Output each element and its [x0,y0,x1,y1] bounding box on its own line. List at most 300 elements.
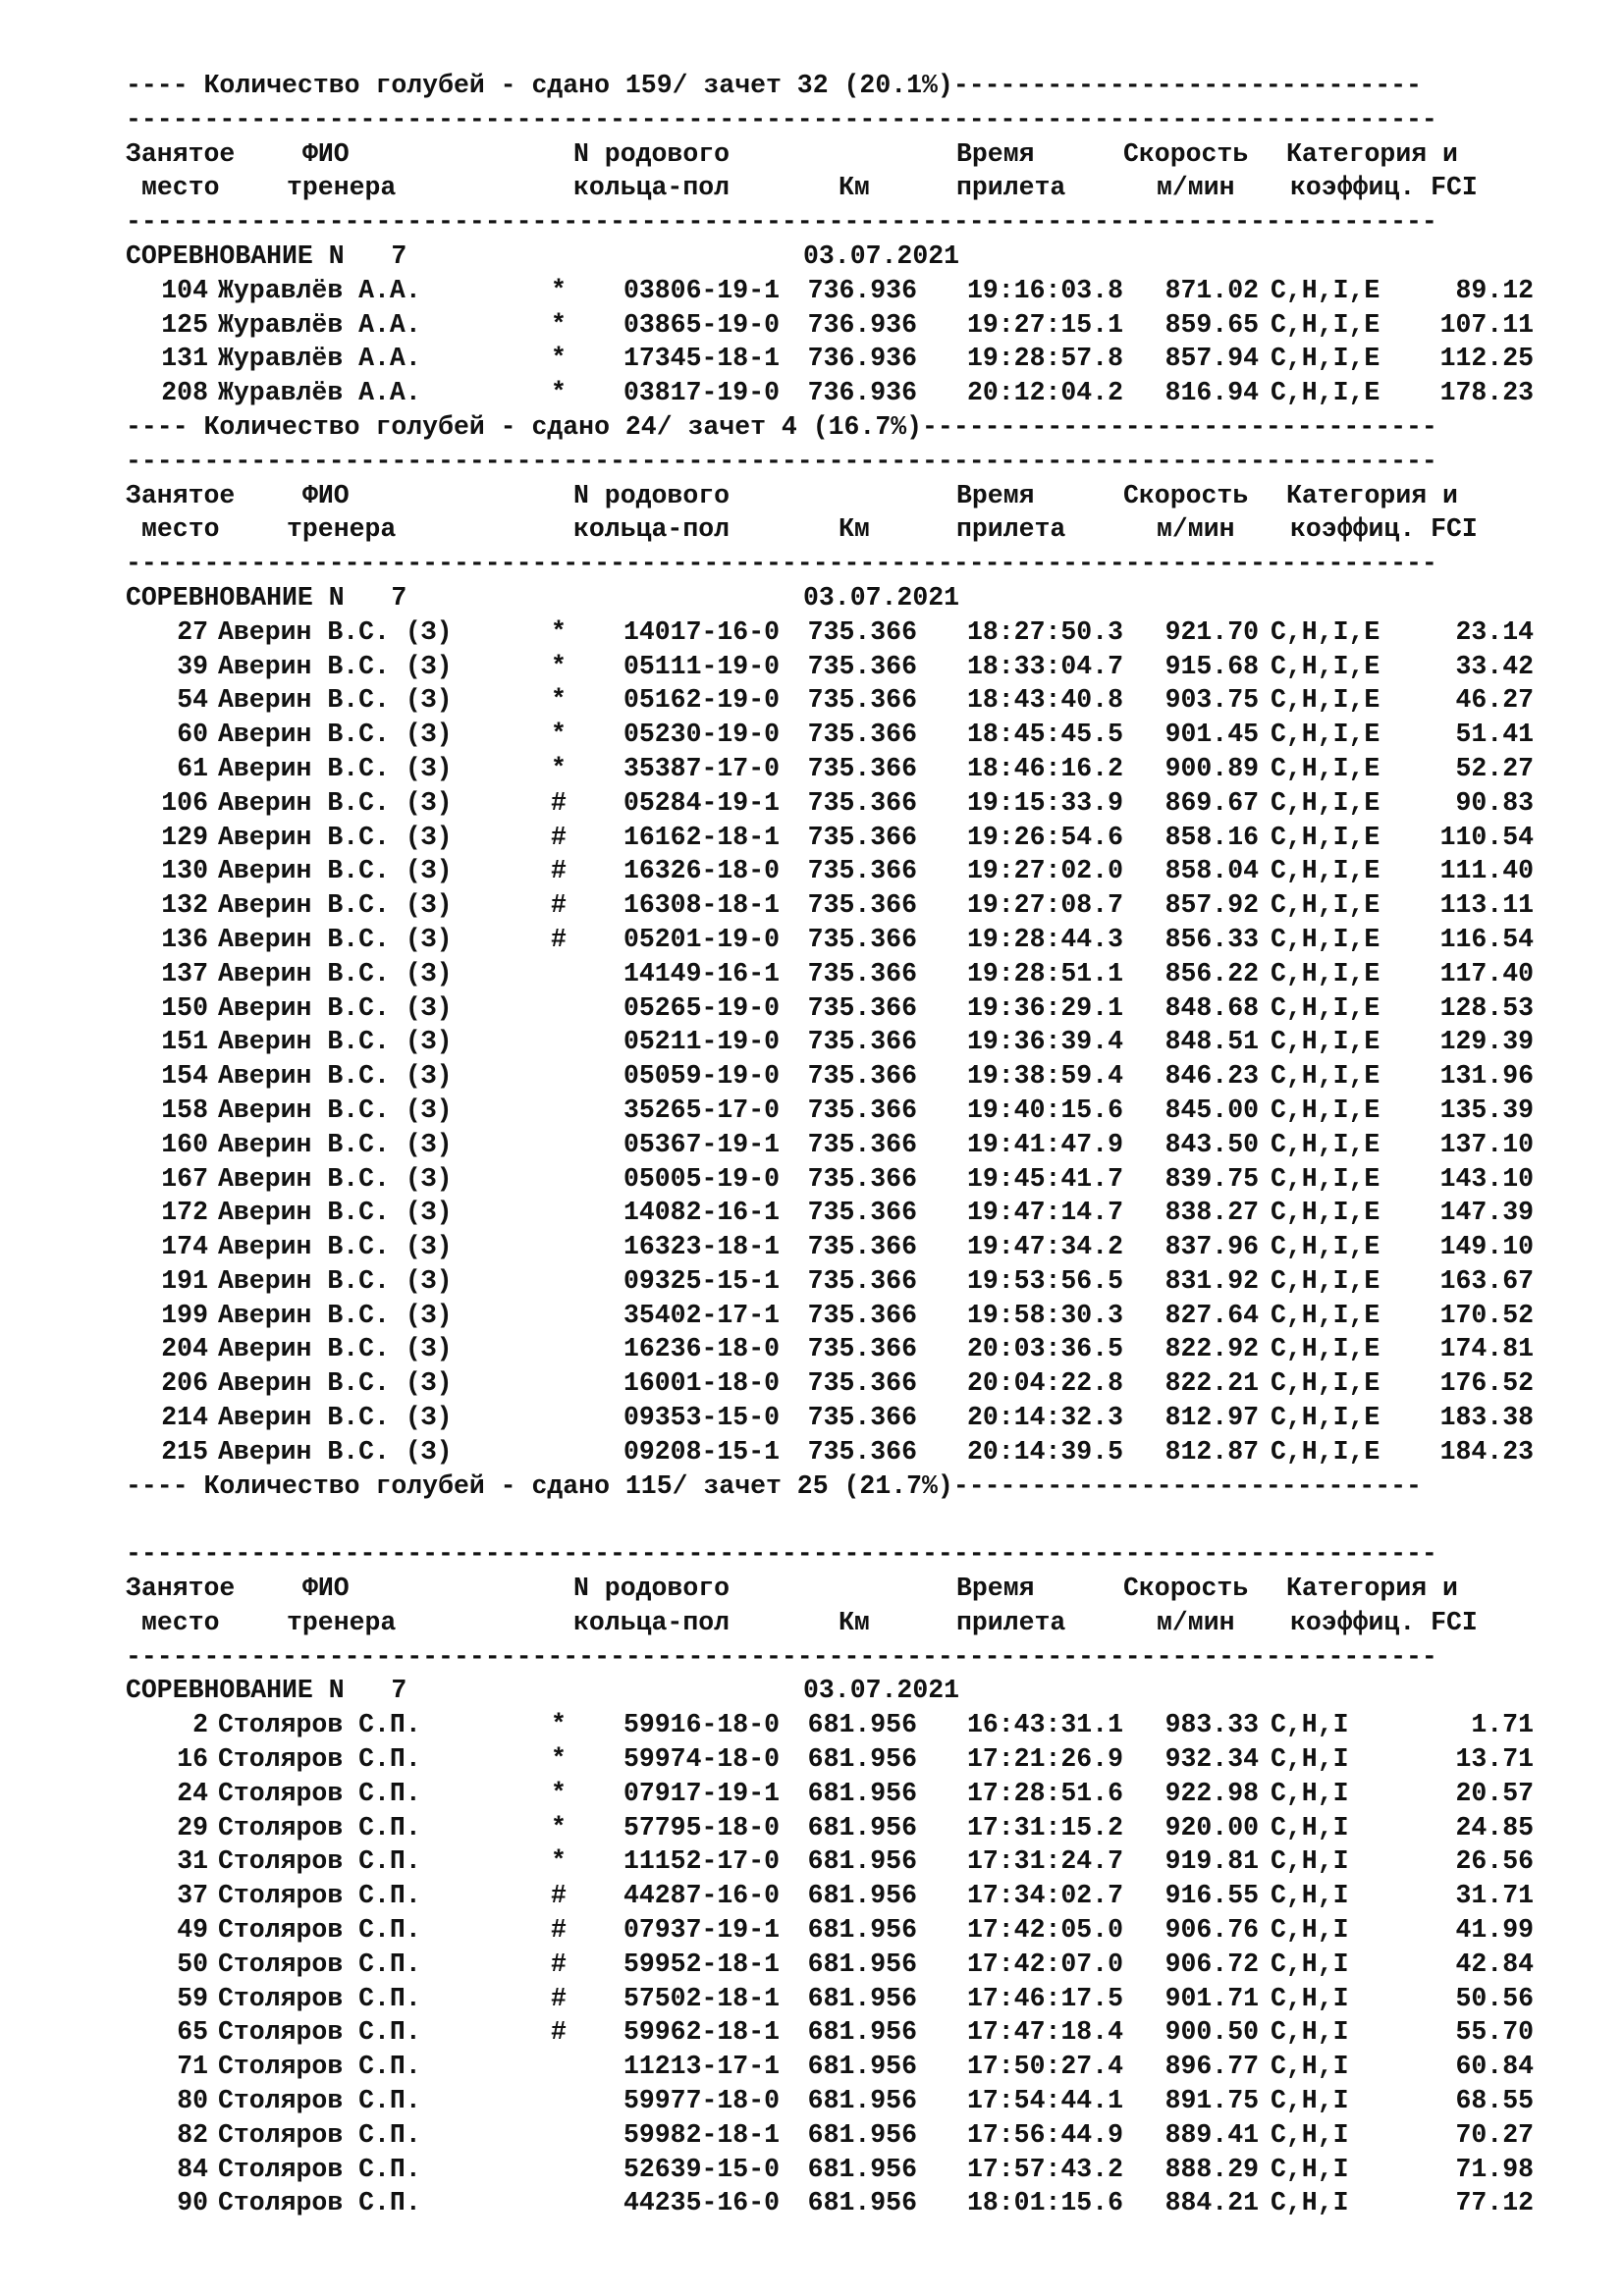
trainer-name: Столяров С.П. [218,2188,421,2218]
distance-km: 735.366 [807,651,917,681]
distance-km: 735.366 [807,1232,917,1262]
trainer-name: Аверин В.С. (З) [218,1027,453,1057]
column-header-line-2 [126,171,1579,205]
distance-km: 736.936 [807,344,917,374]
speed: 838.27 [1164,1198,1259,1228]
distance-km: 735.366 [807,890,917,921]
category: C,H,I,E [1271,992,1380,1023]
speed: 932.34 [1164,1744,1259,1775]
header-c: N родового [573,480,731,510]
category: C,H,I,E [1271,890,1380,921]
place: 65 [177,2017,208,2048]
fci-coefficient: 107.11 [1439,309,1534,340]
ring-number: 35265-17-0 [623,1095,780,1125]
ring-mark: * [551,651,567,681]
distance-km: 736.936 [807,309,917,340]
category: C,H,I,E [1271,856,1380,886]
category: C,H,I [1271,1949,1349,1979]
place: 82 [177,2119,208,2150]
category: C,H,I,E [1271,616,1380,647]
result-row [126,1025,1579,1059]
ring-number: 07917-19-1 [623,1778,780,1808]
arrival-time: 17:42:07.0 [966,1949,1123,1979]
arrival-time: 17:21:26.9 [966,1744,1123,1775]
arrival-time: 19:38:59.4 [966,1061,1123,1092]
speed: 831.92 [1164,1265,1259,1296]
distance-km: 681.956 [807,1881,917,1911]
trainer-name: Аверин В.С. (З) [218,1334,453,1364]
speed: 889.41 [1164,2119,1259,2150]
speed: 859.65 [1164,309,1259,340]
ring-number: 14082-16-1 [623,1198,780,1228]
ring-mark: * [551,685,567,716]
arrival-time: 17:31:15.2 [966,1812,1123,1842]
place: 61 [177,753,208,783]
distance-km: 735.366 [807,856,917,886]
ring-mark: * [551,1812,567,1842]
trainer-name: Аверин В.С. (З) [218,1129,453,1159]
ring-mark: # [551,1881,567,1911]
place: 90 [177,2188,208,2218]
fci-coefficient: 116.54 [1439,924,1534,954]
result-row [126,2084,1579,2118]
place: 39 [177,651,208,681]
arrival-time: 19:16:03.8 [966,275,1123,305]
distance-km: 735.366 [807,924,917,954]
result-row [126,1435,1579,1469]
result-row [126,1742,1579,1777]
ring-number: 05230-19-0 [623,720,780,750]
place: 214 [161,1403,208,1433]
ring-mark [544,1264,573,1299]
ring-mark [544,2186,573,2220]
ring-mark: # [551,2017,567,2048]
fci-coefficient: 50.56 [1455,1983,1534,2013]
header-b: ФИО [302,138,350,169]
arrival-time: 19:45:41.7 [966,1163,1123,1194]
distance-km: 681.956 [807,1846,917,1877]
result-row [126,821,1579,855]
fci-coefficient: 113.11 [1439,890,1534,921]
fci-coefficient: 89.12 [1455,275,1534,305]
arrival-time: 17:31:24.7 [966,1846,1123,1877]
trainer-name: Столяров С.П. [218,1881,421,1911]
fci-coefficient: 163.67 [1439,1265,1534,1296]
distance-km: 735.366 [807,992,917,1023]
place: 132 [161,890,208,921]
result-row [126,1844,1579,1879]
header-f-2: м/мин [1157,173,1235,203]
fci-coefficient: 149.10 [1439,1232,1534,1262]
ring-number: 16162-18-1 [623,822,780,852]
ring-number: 59962-18-1 [623,2017,780,2048]
place: 84 [177,2154,208,2184]
trainer-name: Аверин В.С. (З) [218,1163,453,1194]
category: C,H,I,E [1271,822,1380,852]
result-row [126,308,1579,343]
header-g-2: коэффиц. FCI [1290,514,1478,545]
place: 136 [161,924,208,954]
trainer-name: Столяров С.П. [218,2086,421,2116]
speed: 906.76 [1164,1915,1259,1946]
fci-coefficient: 51.41 [1455,720,1534,750]
fci-coefficient: 68.55 [1455,2086,1534,2116]
category: C,H,I,E [1271,1095,1380,1125]
place: 50 [177,1949,208,1979]
ring-mark: # [551,890,567,921]
competition-title: СОРЕВНОВАНИЕ N 7 [126,582,407,613]
ring-mark: * [551,616,567,647]
speed: 837.96 [1164,1232,1259,1262]
ring-number: 35402-17-1 [623,1300,780,1330]
ring-number: 59952-18-1 [623,1949,780,1979]
result-row [126,1401,1579,1435]
arrival-time: 19:27:08.7 [966,890,1123,921]
speed: 922.98 [1164,1778,1259,1808]
result-row [126,1059,1579,1094]
trainer-name: Столяров С.П. [218,1949,421,1979]
ring-mark [544,991,573,1026]
distance-km: 735.366 [807,822,917,852]
speed: 846.23 [1164,1061,1259,1092]
place: 158 [161,1095,208,1125]
arrival-time: 17:28:51.6 [966,1778,1123,1808]
distance-km: 735.366 [807,616,917,647]
category: C,H,I,E [1271,1061,1380,1092]
trainer-name: Аверин В.С. (З) [218,1300,453,1330]
speed: 915.68 [1164,651,1259,681]
arrival-time: 19:53:56.5 [966,1265,1123,1296]
competition-line [126,1674,1579,1708]
arrival-time: 17:56:44.9 [966,2119,1123,2150]
category: C,H,I,E [1271,1129,1380,1159]
ring-mark: * [551,720,567,750]
speed: 983.33 [1164,1710,1259,1740]
trainer-name: Столяров С.П. [218,2052,421,2082]
speed: 919.81 [1164,1846,1259,1877]
fci-coefficient: 90.83 [1455,787,1534,818]
fci-coefficient: 41.99 [1455,1915,1534,1946]
distance-km: 681.956 [807,2086,917,2116]
place: 172 [161,1198,208,1228]
distance-km: 735.366 [807,1334,917,1364]
fci-coefficient: 178.23 [1439,378,1534,408]
arrival-time: 19:28:57.8 [966,344,1123,374]
ring-mark [544,2118,573,2153]
ring-mark: * [551,1744,567,1775]
ring-number: 59916-18-0 [623,1710,780,1740]
trainer-name: Журавлёв А.А. [218,275,421,305]
place: 167 [161,1163,208,1194]
header-a: Занятое [126,1574,236,1604]
header-e-2: прилета [956,514,1066,545]
header-c: N родового [573,1574,731,1604]
fci-coefficient: 20.57 [1455,1778,1534,1808]
category: C,H,I [1271,1846,1349,1877]
distance-km: 681.956 [807,1812,917,1842]
speed: 856.33 [1164,924,1259,954]
result-row [126,752,1579,786]
result-row [126,1094,1579,1128]
trainer-name: Столяров С.П. [218,1744,421,1775]
category: C,H,I,E [1271,651,1380,681]
ring-number: 05059-19-0 [623,1061,780,1092]
trainer-name: Столяров С.П. [218,1710,421,1740]
distance-km: 681.956 [807,1915,917,1946]
ring-number: 14149-16-1 [623,958,780,988]
distance-km: 735.366 [807,1198,917,1228]
ring-mark: # [551,822,567,852]
arrival-time: 17:34:02.7 [966,1881,1123,1911]
ring-number: 44235-16-0 [623,2188,780,2218]
ring-number: 09353-15-0 [623,1403,780,1433]
fci-coefficient: 183.38 [1439,1403,1534,1433]
fci-coefficient: 112.25 [1439,344,1534,374]
ring-number: 52639-15-0 [623,2154,780,2184]
fci-coefficient: 1.71 [1471,1710,1534,1740]
arrival-time: 19:36:39.4 [966,1027,1123,1057]
dashed-rule: ------------------------------------------------------------------------------------ [126,1539,1437,1570]
distance-km: 735.366 [807,1061,917,1092]
pigeon-count-summary: ---- Количество голубей - сдано 159/ зачет 32 (20.1%)------------------------------ [126,71,1422,100]
result-row [126,1708,1579,1742]
arrival-time: 19:26:54.6 [966,822,1123,852]
header-e-2: прилета [956,173,1066,203]
place: 206 [161,1368,208,1399]
header-a: Занятое [126,480,236,510]
trainer-name: Аверин В.С. (З) [218,1061,453,1092]
header-e: Скорость [1123,1574,1249,1604]
result-row [126,991,1579,1026]
speed: 839.75 [1164,1163,1259,1194]
category: C,H,I,E [1271,1436,1380,1467]
speed: 845.00 [1164,1095,1259,1125]
trainer-name: Аверин В.С. (З) [218,924,453,954]
header-c: N родового [573,138,731,169]
ring-mark [544,1128,573,1162]
ring-mark [544,2084,573,2118]
speed: 858.04 [1164,856,1259,886]
result-row [126,1948,1579,1982]
category: C,H,I [1271,1710,1349,1740]
place: 27 [177,616,208,647]
dashed-rule: ------------------------------------------------------------------------------------ [126,207,1437,238]
ring-number: 07937-19-1 [623,1915,780,1946]
ring-number: 57795-18-0 [623,1812,780,1842]
ring-mark: * [551,344,567,374]
result-row [126,342,1579,376]
result-row [126,1299,1579,1333]
place: 59 [177,1983,208,2013]
header-b: ФИО [302,1574,350,1604]
speed: 901.45 [1164,720,1259,750]
ring-number: 16001-18-0 [623,1368,780,1399]
trainer-name: Столяров С.П. [218,1983,421,2013]
speed: 858.16 [1164,822,1259,852]
place: 29 [177,1812,208,1842]
header-c-2: кольца-пол [573,1607,731,1637]
trainer-name: Аверин В.С. (З) [218,822,453,852]
fci-coefficient: 128.53 [1439,992,1534,1023]
fci-coefficient: 23.14 [1455,616,1534,647]
trainer-name: Аверин В.С. (З) [218,720,453,750]
ring-number: 44287-16-0 [623,1881,780,1911]
ring-mark [544,1196,573,1230]
result-row [126,1196,1579,1230]
header-b: ФИО [302,480,350,510]
fci-coefficient: 13.71 [1455,1744,1534,1775]
category: C,H,I,E [1271,1163,1380,1194]
speed: 906.72 [1164,1949,1259,1979]
distance-km: 735.366 [807,1163,917,1194]
place: 80 [177,2086,208,2116]
ring-mark: * [551,1846,567,1877]
place: 24 [177,1778,208,1808]
distance-km: 735.366 [807,1436,917,1467]
fci-coefficient: 31.71 [1455,1881,1534,1911]
speed: 884.21 [1164,2188,1259,2218]
speed: 843.50 [1164,1129,1259,1159]
fci-coefficient: 33.42 [1455,651,1534,681]
results-sheet [126,69,1579,2220]
ring-number: 14017-16-0 [623,616,780,647]
category: C,H,I [1271,1983,1349,2013]
ring-mark [544,1366,573,1401]
fci-coefficient: 71.98 [1455,2154,1534,2184]
speed: 888.29 [1164,2154,1259,2184]
arrival-time: 18:33:04.7 [966,651,1123,681]
header-a-2: место [141,1607,220,1637]
trainer-name: Аверин В.С. (З) [218,1232,453,1262]
distance-km: 681.956 [807,1983,917,2013]
arrival-time: 19:27:15.1 [966,309,1123,340]
result-row [126,923,1579,957]
ring-number: 59974-18-0 [623,1744,780,1775]
ring-number: 57502-18-1 [623,1983,780,2013]
ring-number: 05367-19-1 [623,1129,780,1159]
distance-km: 735.366 [807,753,917,783]
ring-number: 59982-18-1 [623,2119,780,2150]
result-row [126,1366,1579,1401]
category: C,H,I [1271,1812,1349,1842]
place: 154 [161,1061,208,1092]
distance-km: 681.956 [807,2017,917,2048]
ring-number: 16323-18-1 [623,1232,780,1262]
fci-coefficient: 60.84 [1455,2052,1534,2082]
result-row [126,2050,1579,2084]
ring-mark [544,1435,573,1469]
category: C,H,I [1271,2119,1349,2150]
header-d-2: Км [839,514,870,545]
arrival-time: 19:28:51.1 [966,958,1123,988]
result-row [126,2153,1579,2187]
header-d: Время [956,138,1035,169]
ring-number: 05284-19-1 [623,787,780,818]
arrival-time: 20:12:04.2 [966,378,1123,408]
fci-coefficient: 184.23 [1439,1436,1534,1467]
speed: 822.92 [1164,1334,1259,1364]
trainer-name: Аверин В.С. (З) [218,890,453,921]
ring-number: 03865-19-0 [623,309,780,340]
arrival-time: 17:54:44.1 [966,2086,1123,2116]
place: 129 [161,822,208,852]
distance-km: 735.366 [807,1095,917,1125]
arrival-time: 18:45:45.5 [966,720,1123,750]
result-row [126,854,1579,888]
header-f: Категория и [1286,138,1458,169]
fci-coefficient: 24.85 [1455,1812,1534,1842]
result-row [126,888,1579,923]
result-row [126,2015,1579,2050]
ring-mark: # [551,924,567,954]
place: 204 [161,1334,208,1364]
place: 106 [161,787,208,818]
header-a-2: место [141,173,220,203]
category: C,H,I,E [1271,720,1380,750]
category: C,H,I [1271,1744,1349,1775]
distance-km: 681.956 [807,2188,917,2218]
ring-mark: # [551,1949,567,1979]
place: 16 [177,1744,208,1775]
ring-mark [544,1094,573,1128]
ring-number: 03817-19-0 [623,378,780,408]
ring-mark [544,1332,573,1366]
place: 37 [177,1881,208,1911]
trainer-name: Аверин В.С. (З) [218,958,453,988]
arrival-time: 18:27:50.3 [966,616,1123,647]
result-row [126,1982,1579,2016]
fci-coefficient: 110.54 [1439,822,1534,852]
trainer-name: Аверин В.С. (З) [218,1368,453,1399]
speed: 816.94 [1164,378,1259,408]
ring-mark: * [551,1710,567,1740]
fci-coefficient: 70.27 [1455,2119,1534,2150]
header-e: Скорость [1123,138,1249,169]
ring-number: 05265-19-0 [623,992,780,1023]
header-f-2: м/мин [1157,1607,1235,1637]
result-row [126,2186,1579,2220]
competition-line [126,240,1579,274]
competition-line [126,581,1579,615]
pigeon-count-summary: ---- Количество голубей - сдано 115/ зачет 25 (21.7%)------------------------------ [126,1470,1422,1501]
trainer-name: Аверин В.С. (З) [218,1198,453,1228]
distance-km: 735.366 [807,1300,917,1330]
category: C,H,I,E [1271,1232,1380,1262]
category: C,H,I,E [1271,1368,1380,1399]
place: 137 [161,958,208,988]
ring-mark: * [551,378,567,408]
trainer-name: Аверин В.С. (З) [218,856,453,886]
distance-km: 681.956 [807,2052,917,2082]
place: 215 [161,1436,208,1467]
category: C,H,I [1271,1778,1349,1808]
speed: 857.92 [1164,890,1259,921]
header-b-2: тренера [287,1607,397,1637]
header-e-2: прилета [956,1607,1066,1637]
speed: 896.77 [1164,2052,1259,2082]
place: 174 [161,1232,208,1262]
header-a-2: место [141,514,220,545]
category: C,H,I [1271,2086,1349,2116]
result-row [126,274,1579,308]
arrival-time: 17:50:27.4 [966,2052,1123,2082]
competition-date: 03.07.2021 [803,240,960,271]
fci-coefficient: 170.52 [1439,1300,1534,1330]
category: C,H,I [1271,2017,1349,2048]
fci-coefficient: 143.10 [1439,1163,1534,1194]
place: 54 [177,685,208,716]
fci-coefficient: 129.39 [1439,1027,1534,1057]
